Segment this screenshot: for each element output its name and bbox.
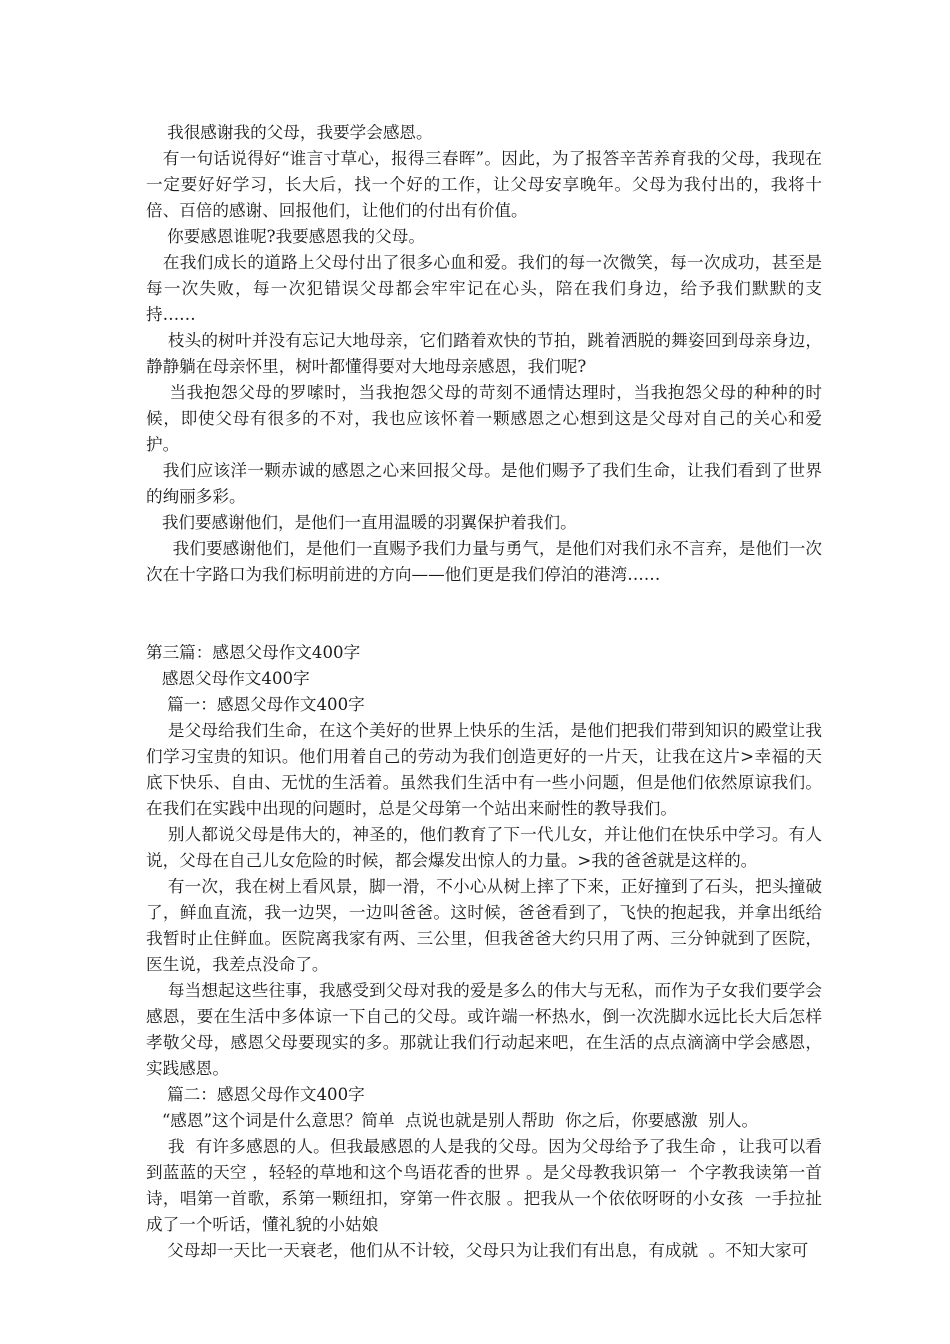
paragraph: 我们要感谢他们，是他们一直赐予我们力量与勇气，是他们对我们永不言弃，是他们一次次在十字路口为我们标明前进的方向——他们更是我们停泊的港湾…… [146, 539, 823, 584]
paragraph: 你要感恩谁呢?我要感恩我的父母。 [146, 227, 425, 246]
paragraph: 我们要感谢他们，是他们一直用温暖的羽翼保护着我们。 [146, 513, 577, 532]
document-page [146, 120, 822, 1264]
paragraph: 有一次，我在树上看风景，脚一滑，不小心从树上摔了下来，正好撞到了石头，把头撞破了，鲜血直流，我一边哭，一边叫爸爸。这时候，爸爸看到了，飞快的抱起我，并拿出纸给我暂时止住鲜血。医院离我家有两、三公里，但我爸爸大约只用了两、三分钟就到了医院，医生说，我差点没命了。 [146, 877, 822, 974]
paragraph: 是父母给我们生命，在这个美好的世界上快乐的生活，是他们把我们带到知识的殿堂让我们学习宝贵的知识。他们用着自己的劳动为我们创造更好的一片天，让我在这片>幸福的天底下快乐、自由、无忧的生活着。虽然我们生活中有一些小问题，但是他们依然原谅我们。在我们在实践中出现的问题时，总是父母第一个站出来耐性的教导我们。 [146, 721, 822, 818]
paragraph: “感恩”这个词是什么意思？简单 点说也就是别人帮助 你之后，你要感激 别人。 [146, 1111, 759, 1130]
paragraph: 我 有许多感恩的人。但我最感恩的人是我的父母。因为父母给予了我生命 ，让我可以看到蓝蓝的天空 ，轻轻的草地和这个鸟语花香的世界 。是父母教我识第一 个字教我读第一首诗，唱第一首歌，系第一颗纽扣，穿第一件衣服 。把我从一个依依呀呀的小女孩 一手拉扯成了一个听话，懂礼貌的小姑娘 [146, 1137, 822, 1234]
paragraph: 有一句话说得好“谁言寸草心，报得三春晖”。因此，为了报答辛苦养育我的父母，我现在一定要好好学习，长大后，找一个好的工作，让父母安享晚年。父母为我付出的，我将十倍、百倍的感谢、回报他们，让他们的付出有价值。 [146, 149, 822, 220]
section-spacer [146, 588, 822, 640]
paragraph: 父母却一天比一天衰老，他们从不计较，父母只为让我们有出息，有成就 。不知大家可 [146, 1241, 809, 1260]
paragraph: 枝头的树叶并没有忘记大地母亲，它们踏着欢快的节拍，跳着洒脱的舞姿回到母亲身边，静静躺在母亲怀里，树叶都懂得要对大地母亲感恩，我们呢? [146, 331, 822, 376]
essay-section-2 [146, 640, 822, 1264]
section-title: 第三篇：感恩父母作文400字 [146, 643, 361, 662]
paragraph: 每当想起这些往事，我感受到父母对我的爱是多么的伟大与无私，而作为子女我们要学会感恩，要在生活中多体谅一下自己的父母。或许端一杯热水，倒一次洗脚水远比长大后怎样孝敬父母，感恩父母要现实的多。那就让我们行动起来吧，在生活的点点滴滴中学会感恩，实践感恩。 [146, 981, 822, 1078]
paragraph: 我很感谢我的父母，我要学会感恩。 [146, 123, 433, 142]
essay-section-1 [146, 120, 822, 588]
paragraph: 别人都说父母是伟大的，神圣的，他们教育了下一代儿女，并让他们在快乐中学习。有人说，父母在自己儿女危险的时候，都会爆发出惊人的力量。>我的爸爸就是这样的。 [146, 825, 822, 870]
paragraph: 我们应该洋一颗赤诚的感恩之心来回报父母。是他们赐予了我们生命，让我们看到了世界的绚丽多彩。 [146, 461, 822, 506]
paragraph: 篇一：感恩父母作文400字 [146, 695, 365, 714]
paragraph: 当我抱怨父母的罗嗦时，当我抱怨父母的苛刻不通情达理时，当我抱怨父母的种种的时候，即使父母有很多的不对，我也应该怀着一颗感恩之心想到这是父母对自己的关心和爱护。 [146, 383, 822, 454]
paragraph: 在我们成长的道路上父母付出了很多心血和爱。我们的每一次微笑，每一次成功，甚至是每一次失败，每一次犯错误父母都会牢牢记在心头，陪在我们身边，给予我们默默的支持…… [146, 253, 822, 324]
section-subtitle: 感恩父母作文400字 [146, 669, 310, 688]
paragraph: 篇二：感恩父母作文400字 [146, 1085, 365, 1104]
